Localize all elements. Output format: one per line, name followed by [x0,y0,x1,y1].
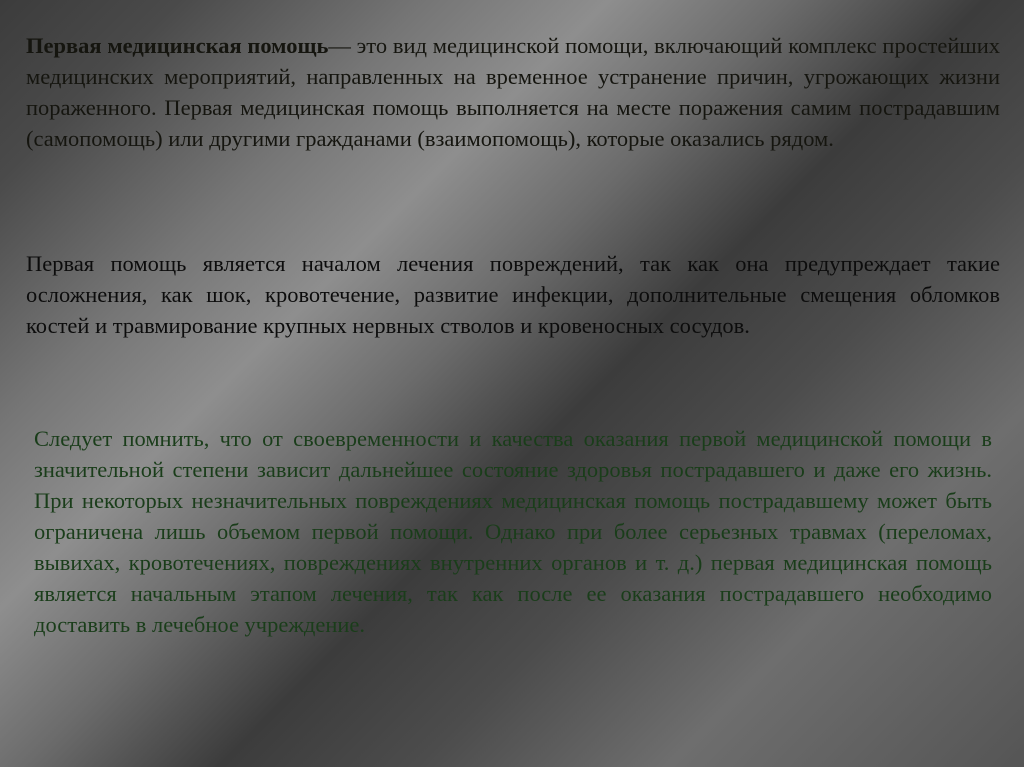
definition-paragraph [26,30,1000,154]
importance-paragraph: Следует помнить, что от своевременности и качества оказания первой медицинской помощи в значительной степени зависит дальнейшее состояние здоровья пострадавшего и даже его жизнь. При некоторых незначительных повреждениях медицинская помощь пострадавшему может быть ограничена лишь объемом первой помощи. Однако при более серьезных травмах (переломах, вывихах, кровотечениях, повреждениях внутренних органов и т. д.) первая медицинская помощь является начальным этапом лечения, так как после ее оказания пострадавшего необходимо доставить в лечебное учреждение. [34,426,992,637]
first-aid-paragraph: Первая помощь является началом лечения повреждений, так как она предупреждает такие осложнения, как шок, кровотечение, развитие инфекции, дополнительные смещения обломков костей и травмирование крупных нервных стволов и кровеносных сосудов. [26,251,1000,338]
definition-text: — это вид медицинской помощи, включающий комплекс простейших медицинских мероприятий, направленных на временное устранение причин, угрожающих жизни пораженного. Первая медицинская помощь выполняется на месте поражения самим пострадавшим (самопомощь) или другими гражданами (взаимопомощь), которые оказались рядом. [26,33,1000,151]
definition-term: Первая медицинская помощь [26,33,329,58]
